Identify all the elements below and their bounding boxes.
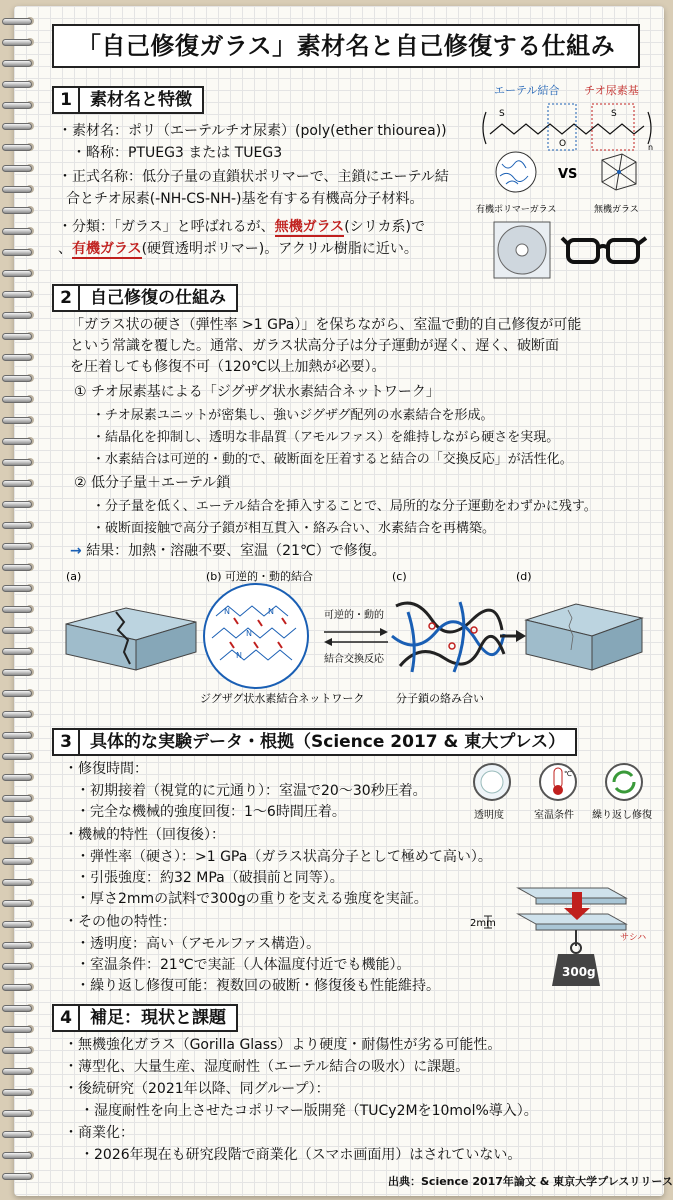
s3-initial-adhesion: ・初期接着（視覚的に元通り）：室温で20〜30秒圧着。 (76, 783, 427, 799)
thickness-label: 2mm (470, 918, 496, 929)
source-citation: 出典：Science 2017年論文 & 東京大学プレスリリース (388, 1175, 673, 1188)
binding-ring (2, 81, 32, 88)
icon-caption-repeat: 繰り返し修復 (592, 810, 652, 821)
binding-ring (2, 963, 32, 970)
binding-ring (2, 984, 32, 991)
svg-text:VS: VS (558, 167, 578, 182)
binding-ring (2, 816, 32, 823)
s3-other: ・その他の特性： (64, 914, 176, 930)
binding-ring (2, 1173, 32, 1180)
weight-test-illustration (470, 868, 656, 986)
ether-bond-label: エーテル結合 (494, 84, 560, 97)
section-2-header (52, 284, 238, 312)
binding-ring (2, 144, 32, 151)
binding-ring (2, 585, 32, 592)
binding-ring (2, 522, 32, 529)
binding-ring (2, 690, 32, 697)
s1-line-formal-2: 合とチオ尿素(-NH-CS-NH-)基を有する有機高分子材料。 (66, 191, 424, 207)
binding-ring (2, 165, 32, 172)
hydrogen-bond-network (204, 584, 308, 688)
inorganic-glass-caption: 無機ガラス (594, 205, 639, 215)
binding-ring (2, 207, 32, 214)
s2-result (70, 542, 386, 561)
binding-ring (2, 102, 32, 109)
recycle-icon (606, 764, 642, 800)
s1-line-class-2 (58, 240, 418, 259)
binding-ring (2, 1110, 32, 1117)
inorganic-glass-highlight: 無機ガラス (274, 219, 345, 235)
binding-ring (2, 774, 32, 781)
binding-ring (2, 249, 32, 256)
s2-heading-1: ① チオ尿素基による「ジグザグ状水素結合ネットワーク」 (74, 384, 440, 400)
binding-ring (2, 921, 32, 928)
exchange-arrows-icon (324, 628, 388, 646)
binding-ring (2, 858, 32, 865)
binding-ring (2, 711, 32, 718)
binding-ring (2, 18, 32, 25)
s3-repair-time: ・修復時間： (64, 761, 148, 777)
page-title: 「自己修復ガラス」素材名と自己修復する仕組み (52, 24, 640, 68)
binding-ring (2, 732, 32, 739)
s2-bullet-3: ・水素結合は可逆的・動的で、破断面を圧着すると結合の「交換反応」が活性化。 (92, 452, 573, 467)
binding-ring (2, 123, 32, 130)
binding-ring (2, 1131, 32, 1138)
binding-ring (2, 543, 32, 550)
panel-c-label: (c) (392, 570, 407, 583)
property-icons (468, 760, 654, 826)
spiral-binding (0, 10, 36, 1190)
thermometer-icon (540, 764, 576, 800)
result-text: 結果：加熱・溶融不要、室温（21℃）で修復。 (86, 543, 386, 559)
binding-ring (2, 1089, 32, 1096)
binding-ring (2, 879, 32, 886)
s4-line-6: ・2026年現在も研究段階で商業化（スマホ画面用）はされていない。 (80, 1147, 522, 1163)
s4-line-3: ・後続研究（2021年以降、同グループ）： (64, 1081, 330, 1097)
binding-ring (2, 1152, 32, 1159)
chemical-structure (480, 82, 655, 152)
section-4-header (52, 1004, 238, 1032)
binding-ring (2, 228, 32, 235)
binding-ring (2, 39, 32, 46)
s3-weight-test: ・厚さ2mmの試料で300gの重りを支える強度を実証。 (76, 891, 428, 907)
binding-ring (2, 606, 32, 613)
exchange-label-bottom: 結合交換反応 (324, 654, 384, 665)
section-number: 2 (52, 284, 80, 312)
binding-ring (2, 564, 32, 571)
glasses-icon (562, 238, 646, 262)
s3-transparency: ・透明度：高い（アモルファス構造）。 (76, 936, 321, 952)
healed-block (526, 604, 642, 670)
svg-text:℃: ℃ (564, 770, 572, 778)
section-title: 補足：現状と課題 (80, 1004, 238, 1032)
binding-ring (2, 837, 32, 844)
s3-mechanical: ・機械的特性（回復後）： (64, 827, 225, 843)
panel-a-label: (a) (66, 570, 82, 583)
vs-label (558, 167, 577, 182)
class-text: (シリカ系)で (344, 219, 425, 235)
s1-line-abbrev: ・略称：PTUEG3 または TUEG3 (72, 145, 283, 161)
s3-tensile: ・引張強度：約32 MPa（破損前と同等）。 (76, 870, 344, 886)
s4-line-2: ・薄型化、大量生産、湿度耐性（エーテル結合の吸水）に課題。 (64, 1059, 470, 1075)
icon-caption-transparency: 透明度 (474, 810, 504, 821)
binding-ring (2, 1005, 32, 1012)
section-title: 素材名と特徴 (80, 86, 204, 114)
s2-paragraph-2: という常識を覆した。通常、ガラス状高分子は分子運動が遅く、遅く、破断面 (70, 338, 560, 354)
section-number: 1 (52, 86, 80, 114)
transparency-icon (474, 764, 510, 800)
result-arrow-icon: → (70, 543, 82, 559)
handwritten-note: サシハ (620, 933, 647, 943)
binding-ring (2, 375, 32, 382)
s2-bullet-1: ・チオ尿素ユニットが密集し、強いジグザグ配列の水素結合を形成。 (92, 408, 494, 423)
binding-ring (2, 669, 32, 676)
weight-label: 300g (562, 965, 596, 979)
binding-ring (2, 648, 32, 655)
s2-paragraph-1: 「ガラス状の硬さ（弾性率 >1 GPa）」を保ちながら、室温で動的自己修復が可能 (70, 317, 582, 333)
s3-repeatable: ・繰り返し修復可能：複数回の破断・修復後も性能維持。 (76, 978, 440, 994)
s2-heading-2: ② 低分子量＋エーテル鎖 (74, 475, 231, 491)
s2-paragraph-3: を圧着しても修復不可（120℃以上加熱が必要）。 (70, 359, 386, 375)
section-number: 3 (52, 728, 80, 756)
svg-text:N: N (246, 629, 252, 638)
binding-ring (2, 291, 32, 298)
product-illustrations (492, 220, 652, 282)
binding-ring (2, 900, 32, 907)
binding-ring (2, 270, 32, 277)
binding-ring (2, 1047, 32, 1054)
mechanism-figure (56, 566, 646, 716)
section-title: 具体的な実験データ・根拠（Science 2017 & 東大プレス） (80, 728, 577, 756)
binding-ring (2, 753, 32, 760)
s1-line-class-1 (58, 218, 425, 237)
binding-ring (2, 186, 32, 193)
binding-ring (2, 417, 32, 424)
s4-line-4: ・湿度耐性を向上させたコポリマー版開発（TUCy2Mを10mol%導入）。 (80, 1103, 538, 1119)
svg-text:N: N (236, 651, 242, 660)
s1-line-formal-1: ・正式名称：低分子量の直鎖状ポリマーで、主鎖にエーテル結 (58, 169, 449, 185)
repeat-n: n (648, 143, 654, 152)
sulfur-atom: S (499, 109, 505, 119)
section-3-header (52, 728, 577, 756)
class-text: 、 (58, 241, 72, 257)
binding-ring (2, 1026, 32, 1033)
binding-ring (2, 312, 32, 319)
binding-ring (2, 480, 32, 487)
exchange-label-top: 可逆的・動的 (324, 610, 384, 621)
organic-glass-highlight: 有機ガラス (72, 241, 142, 257)
section-title: 自己修復の仕組み (80, 284, 238, 312)
s1-line-material: ・素材名：ポリ（エーテルチオ尿素）(poly(ether thiourea)) (58, 123, 447, 139)
network-caption: ジグザグ状水素結合ネットワーク (200, 692, 365, 705)
binding-ring (2, 1068, 32, 1075)
s4-line-1: ・無機強化ガラス（Gorilla Glass）より硬度・耐傷性が劣る可能性。 (64, 1037, 502, 1053)
class-text: (硬質透明ポリマー)。アクリル樹脂に近い。 (141, 241, 418, 257)
binding-ring (2, 627, 32, 634)
panel-d-label: (d) (516, 570, 532, 583)
glass-comparison (476, 148, 656, 218)
chain-entanglement (392, 602, 504, 672)
binding-ring (2, 942, 32, 949)
binding-ring (2, 396, 32, 403)
section-number: 4 (52, 1004, 80, 1032)
binding-ring (2, 438, 32, 445)
s4-line-5: ・商業化： (64, 1125, 134, 1141)
binding-ring (2, 795, 32, 802)
s3-room-temp: ・室温条件：21℃で実証（人体温度付近でも機能）。 (76, 957, 411, 973)
binding-ring (2, 354, 32, 361)
svg-text:N: N (224, 607, 230, 616)
svg-text:N: N (268, 607, 274, 616)
s2-bullet-4: ・分子量を低く、エーテル結合を挿入することで、局所的な分子運動をわずかに残す。 (92, 499, 597, 514)
s2-bullet-2: ・結晶化を抑制し、透明な非晶質（アモルファス）を維持しながら硬さを実現。 (92, 430, 560, 445)
thiourea-label: チオ尿素基 (584, 84, 639, 97)
section-1-header (52, 86, 204, 114)
binding-ring (2, 333, 32, 340)
panel-b-label: (b) 可逆的・動的結合 (206, 570, 314, 583)
binding-ring (2, 501, 32, 508)
class-text: ・分類：「ガラス」と呼ばれるが、 (58, 219, 275, 235)
icon-caption-temperature: 室温条件 (534, 810, 574, 821)
cracked-block (66, 608, 196, 670)
organic-glass-caption: 有機ポリマーガラス (476, 205, 557, 215)
oxygen-atom: O (559, 139, 567, 149)
s2-bullet-5: ・破断面接触で高分子鎖が相互貫入・絡み合い、水素結合を再構築。 (92, 521, 496, 536)
binding-ring (2, 459, 32, 466)
s3-full-recovery: ・完全な機械的強度回復：1〜6時間圧着。 (76, 804, 346, 820)
sulfur-atom: S (611, 109, 617, 119)
s3-modulus: ・弾性率（硬さ）：>1 GPa（ガラス状高分子として極めて高い）。 (76, 849, 492, 865)
entanglement-caption: 分子鎖の絡み合い (396, 692, 484, 705)
binding-ring (2, 60, 32, 67)
